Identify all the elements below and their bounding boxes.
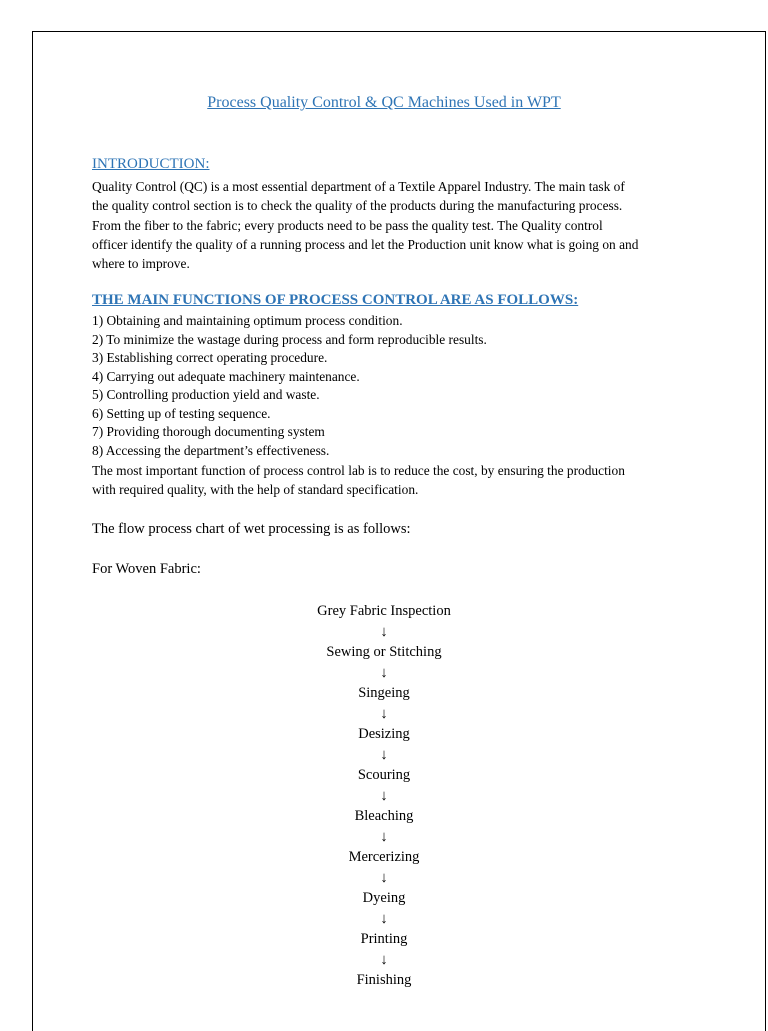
flow-step: Desizing <box>358 726 410 742</box>
flow-step: Bleaching <box>354 808 414 824</box>
down-arrow-icon: ↓ <box>380 624 388 640</box>
down-arrow-icon: ↓ <box>380 788 388 804</box>
list-item: 4) Carrying out adequate machinery maintenance. <box>92 368 360 384</box>
down-arrow-icon: ↓ <box>380 706 388 722</box>
down-arrow-icon: ↓ <box>380 870 388 886</box>
down-arrow-icon: ↓ <box>380 911 388 927</box>
paragraph-line: the quality control section is to check the quality of the products during the manufacturing process. <box>92 198 623 214</box>
list-item: 3) Establishing correct operating procedure. <box>92 350 328 365</box>
list-item: 6) Setting up of testing sequence. <box>92 405 271 421</box>
paragraph-line: Quality Control (QC) is a most essential department of a Textile Apparel Industry. The main task of <box>92 179 625 194</box>
introduction-heading: INTRODUCTION: <box>92 156 210 172</box>
functions-list <box>92 312 487 460</box>
paragraph-line: where to improve. <box>92 256 190 272</box>
flow-step: Printing <box>360 931 408 947</box>
list-item: 8) Accessing the department’s effectiveness. <box>92 442 330 458</box>
flow-step: Grey Fabric Inspection <box>317 603 451 619</box>
functions-closing-paragraph <box>92 461 672 500</box>
flow-step: Scouring <box>357 767 411 783</box>
flow-chart <box>290 601 478 991</box>
functions-heading: THE MAIN FUNCTIONS OF PROCESS CONTROL ARE AS FOLLOWS: <box>92 292 579 308</box>
down-arrow-icon: ↓ <box>380 952 388 968</box>
woven-fabric-label: For Woven Fabric: <box>92 561 201 577</box>
flow-step: Dyeing <box>362 890 406 906</box>
paragraph-line: The most important function of process control lab is to reduce the cost, by ensuring the production <box>92 463 625 478</box>
list-item: 7) Providing thorough documenting system <box>92 424 325 439</box>
paragraph-line: From the fiber to the fabric; every products need to be pass the quality test. The Quality control <box>92 217 603 233</box>
list-item: 2) To minimize the wastage during process and form reproducible results. <box>92 331 487 347</box>
down-arrow-icon: ↓ <box>380 665 388 681</box>
paragraph-line: with required quality, with the help of standard specification. <box>92 482 419 498</box>
list-item: 1) Obtaining and maintaining optimum process condition. <box>92 313 403 328</box>
down-arrow-icon: ↓ <box>380 829 388 845</box>
flow-step: Mercerizing <box>348 849 420 865</box>
introduction-paragraph <box>92 177 672 273</box>
flow-intro-text: The flow process chart of wet processing is as follows: <box>92 521 411 537</box>
flow-step: Singeing <box>358 685 410 701</box>
flow-step: Finishing <box>356 972 412 988</box>
flow-step: Sewing or Stitching <box>326 644 442 660</box>
list-item: 5) Controlling production yield and waste. <box>92 387 320 402</box>
down-arrow-icon: ↓ <box>380 747 388 763</box>
document-title: Process Quality Control & QC Machines Used in WPT <box>207 94 561 111</box>
paragraph-line: officer identify the quality of a running process and let the Production unit know what is going on and <box>92 236 639 252</box>
